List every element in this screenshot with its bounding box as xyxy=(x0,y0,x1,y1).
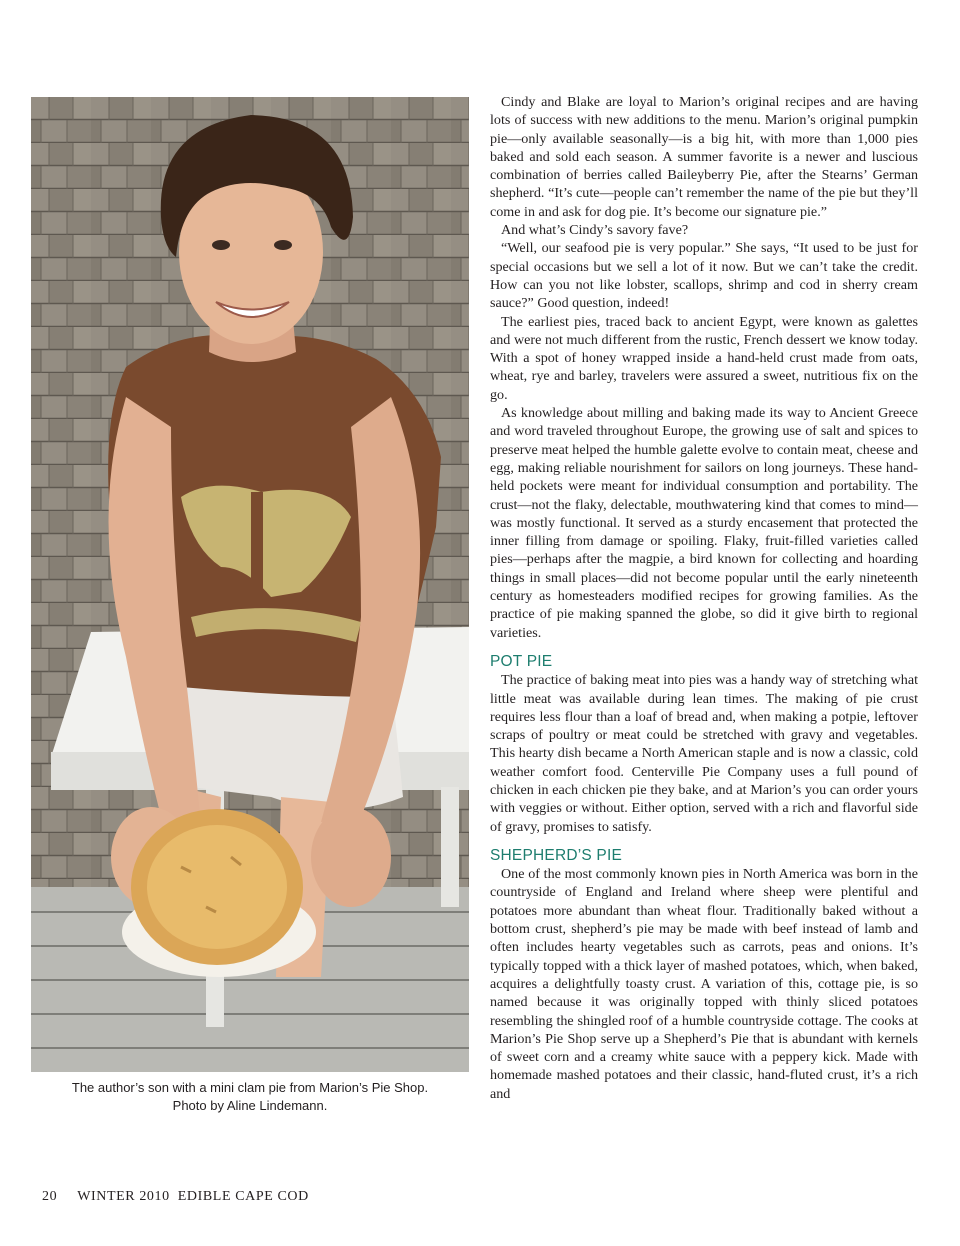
paragraph: The earliest pies, traced back to ancient Egypt, were known as galettes and were not much different from the rustic, French dessert we know today. With a spot of honey wrapped inside a hand-held crust made from oats, wheat, rye and barley, travelers were assured a sweet, nutritious fix on the go. xyxy=(490,313,918,403)
caption-line-1: The author’s son with a mini clam pie from Marion’s Pie Shop. xyxy=(71,1080,429,1095)
issue-label: WINTER 2010 xyxy=(77,1189,170,1204)
section-heading-shepherds-pie: SHEPHERD’S PIE xyxy=(490,846,622,864)
page-footer xyxy=(42,1189,309,1205)
article-photo xyxy=(31,97,469,1072)
paragraph: One of the most commonly known pies in North America was born in the countryside of England and Ireland where sheep were plentiful and potatoes more abundant than wheat flour. Traditionally baked without a bottom crust, shepherd’s pie may be made with beef instead of lamb and often includes hearty vegetables such as carrots, peas and onions. It’s typically topped with a thick layer of mashed potatoes, which, when baked, acquires a delightfully toasty crust. A variation of this, cottage pie, is so named because it was originally topped with thinly sliced potatoes resembling the shingled roof of a humble countryside cottage. The cooks at Marion’s Pie Shop serve up a Shepherd’s Pie that is abundant with kernels of sweet corn and a creamy white sauce with a peppery kick. Made with homemade mashed potatoes and their classic, hand-fluted crust, it’s a rich and xyxy=(490,866,918,1102)
paragraph: Cindy and Blake are loyal to Marion’s original recipes and are having lots of success with new additions to the menu. Marion’s original pumpkin pie—only available seasonally—is a big hit, with more than 1,000 pies baked and sold each season. A summer favorite is a newer and luscious combination of berries called Baileyberry Pie, after the Stearns’ German shepherd. “It’s cute—people can’t remember the name of the pie but they’ll come in and ask for dog pie. It’s become our signature pie.” xyxy=(490,94,918,220)
paragraph: As knowledge about milling and baking made its way to Ancient Greece and word traveled throughout Europe, the growing use of salt and spices to preserve meat helped the humble galette evolve to contain meat, cheese and egg, making reliable nourishment for sailors on long journeys. These hand-held pockets were meant for individual consumption and portability. The crust—not the flaky, delectable, mouthwatering kind that comes to mind—was mostly functional. It served as a sturdy encasement that protected the inner filling from damage or spoiling. Flaky, fruit-filled varieties called pies—perhaps after the magpie, a bird known for collecting and hoarding things in small places—did not become popular until the early nineteenth century as homesteaders modified recipes for growing families. As the practice of pie making spanned the globe, so did it give birth to regional varieties. xyxy=(490,405,918,641)
article-body xyxy=(490,93,918,1103)
page-number: 20 xyxy=(42,1189,58,1204)
paragraph: “Well, our seafood pie is very popular.” She says, “It used to be just for special occasions but we sell a lot of it now. But we can’t take the credit. How can you not like lobster, scallops, shrimp and cod in sherry cream sauce?” Good question, indeed! xyxy=(490,240,918,312)
section-heading-pot-pie: POT PIE xyxy=(490,652,553,670)
paragraph: The practice of baking meat into pies was a handy way of stretching what little meat was available during lean times. The making of pie crust requires less flour than a loaf of bread and, when making a potpie, leftover scraps of poultry or meat could be stretched with gravy and vegetables. This hearty dish became a North American staple and is now a classic, cold weather comfort food. Centerville Pie Company uses a full pound of chicken in each chicken pie they bake, and at Marion’s you can order yours with veggies or without. Either option, served with a rich and flavorful side of gravy, promises to satisfy. xyxy=(490,672,918,835)
paragraph: And what’s Cindy’s savory fave? xyxy=(501,222,689,239)
publication-name: EDIBLE CAPE COD xyxy=(177,1189,309,1204)
boy-with-pie-illustration xyxy=(31,97,469,1072)
caption-line-2: Photo by Aline Lindemann. xyxy=(172,1098,328,1113)
photo-caption xyxy=(31,1079,469,1115)
